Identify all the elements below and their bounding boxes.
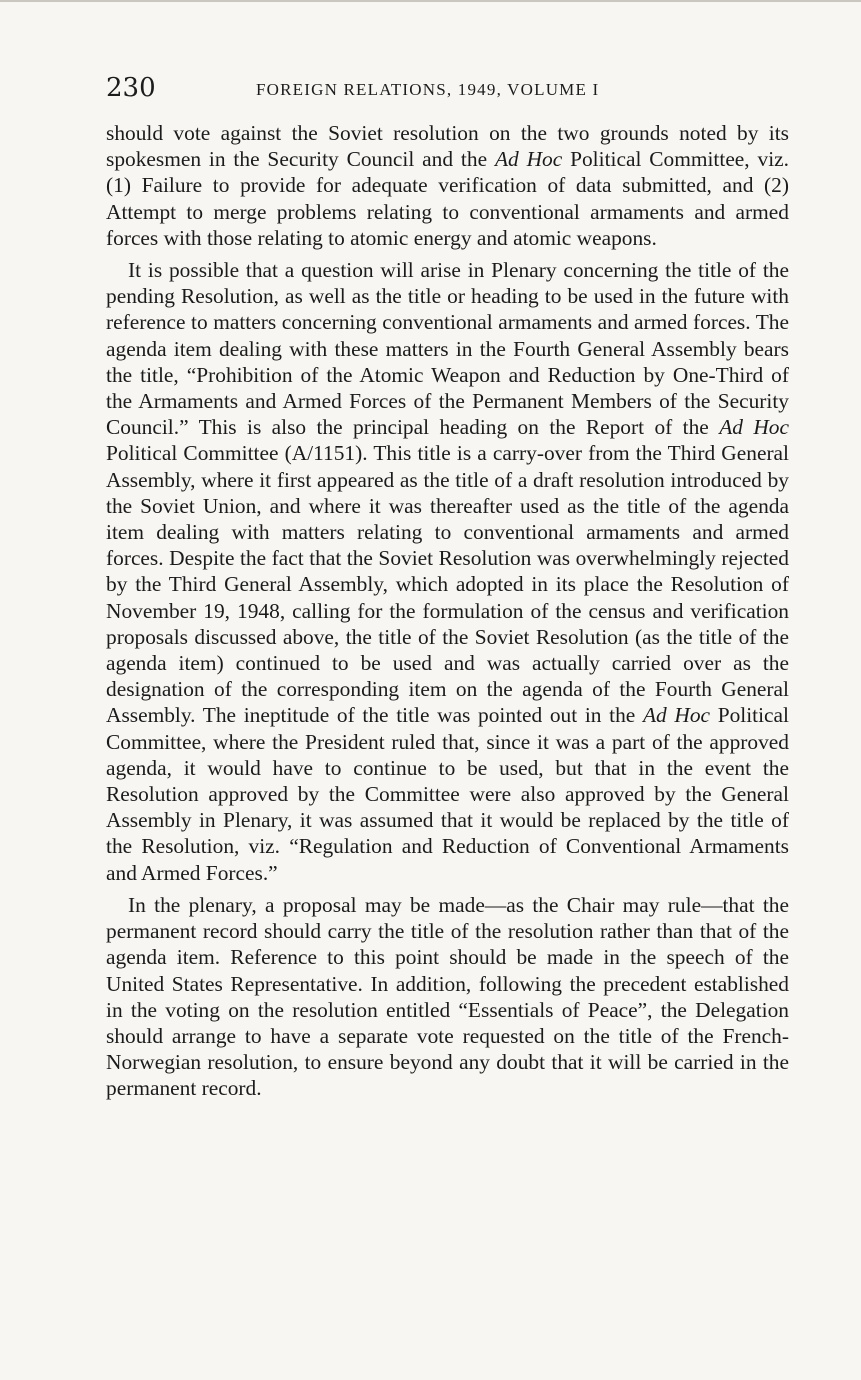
- page-header: [106, 70, 789, 110]
- paragraph-plenary-proposal: In the plenary, a proposal may be made—as the Chair may rule—that the permanent record should carry the title of the resolution rather than that of the agenda item. Reference to this point should be made in the speech of the United States Representative. In addition, following the precedent established in the voting on the resolution entitled “Essentials of Peace”, the Delegation should arrange to have a separate vote requested on the title of the French-Norwegian resolution, to ensure beyond any doubt that it will be carried in the permanent record.: [106, 892, 789, 1101]
- page-number: 230: [106, 73, 156, 103]
- running-head: FOREIGN RELATIONS, 1949, VOLUME I: [256, 80, 600, 99]
- paragraph-title-question: It is possible that a question will arise in Plenary concerning the title of the pending Resolution, as well as the title or heading to be used in the future with reference to matters concerning conventional armaments and armed forces. The agenda item dealing with these matters in the Fourth General Assembly bears the title, “Prohibition of the Atomic Weapon and Reduction by One-Third of the Armaments and Armed Forces of the Permanent Members of the Security Council.” This is also the principal heading on the Report of the Ad Hoc Political Committee (A/1151). This title is a carry-over from the Third General Assembly, where it first appeared as the title of a draft resolution introduced by the Soviet Union, and where it was thereafter used as the title of the agenda item dealing with matters relating to conventional armaments and armed forces. Despite the fact that the Soviet Resolution was overwhelmingly rejected by the Third General Assembly, which adopted in its place the Resolution of November 19, 1948, calling for the formulation of the census and verification proposals discussed above, the title of the Soviet Resolution (as the title of the agenda item) continued to be used and was actually carried over as the designation of the corresponding item on the agenda of the Fourth General Assembly. The ineptitude of the title was pointed out in the Ad Hoc Political Committee, where the President ruled that, since it was a part of the approved agenda, it would have to continue to be used, but that in the event the Resolution approved by the Committee were also approved by the General Assembly in Plenary, it was assumed that it would be replaced by the title of the Resolution, viz. “Regulation and Reduction of Conventional Armaments and Armed Forces.”: [106, 258, 789, 885]
- top-rule: [0, 0, 861, 2]
- body-text: [106, 120, 789, 1102]
- paragraph-continued: should vote against the Soviet resolution on the two grounds noted by its spokesmen in the Security Council and the Ad Hoc Political Committee, viz. (1) Failure to provide for adequate verification of data submitted, and (2) Attempt to merge problems relating to conventional armaments and armed forces with those relating to atomic energy and atomic weapons.: [106, 121, 790, 250]
